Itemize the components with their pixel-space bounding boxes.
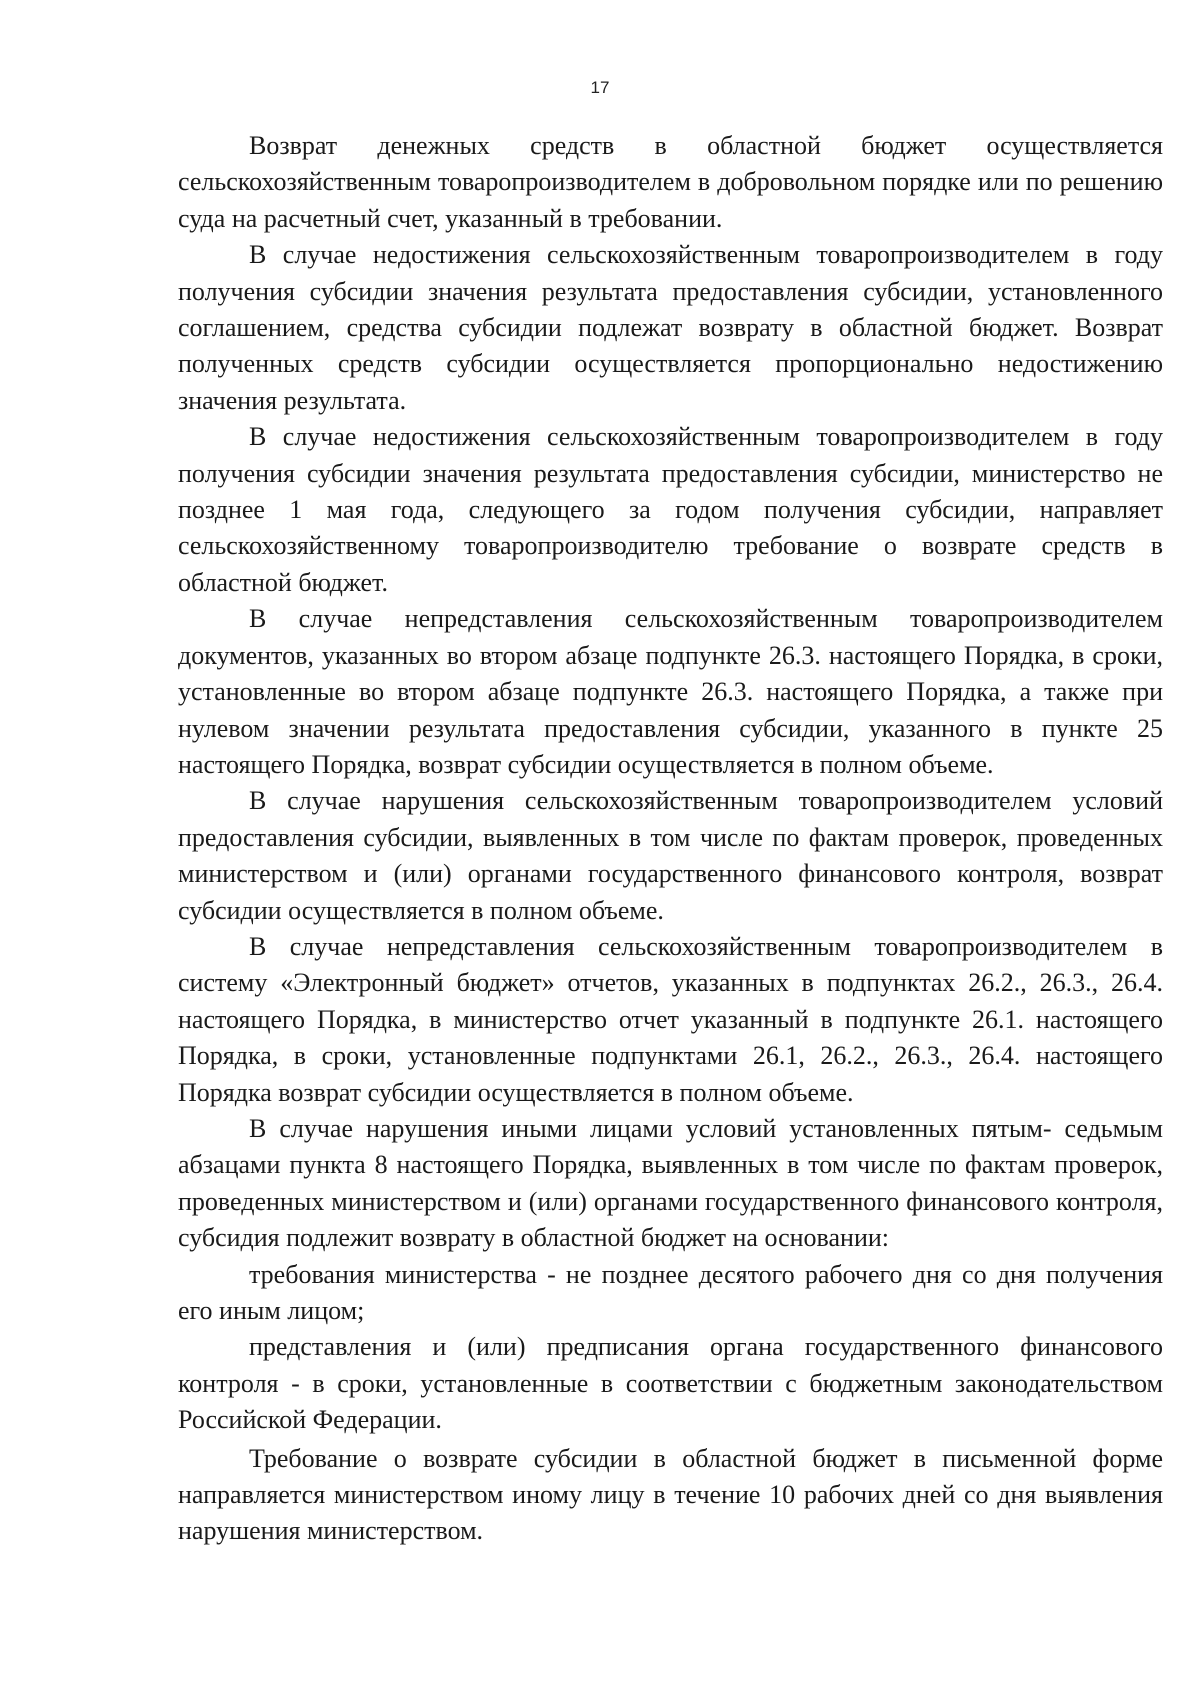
paragraph-result-not-achieved-refund: В случае недостижения сельскохозяйственным товаропроизводителем в году получения субсидии значения результата предоставления субсидии, установленного соглашением, средства субсидии подлежат возврату в областной бюджет. Возврат полученных средств субсидии осуществляется пропорционально недостижению значения результата. <box>178 240 1163 415</box>
paragraph-ministry-demand: В случае недостижения сельскохозяйственным товаропроизводителем в году получения субсидии значения результата предоставления субсидии, министерство не позднее 1 мая года, следующего за годом получения субсидии, направляет сельскохозяйственному товаропроизводителю требование о возврате средств в областной бюджет. <box>178 422 1163 597</box>
document-body <box>178 128 1163 1550</box>
paragraph-refund-procedure: Возврат денежных средств в областной бюджет осуществляется сельскохозяйственным товаропроизводителем в добровольном порядке или по решению суда на расчетный счет, указанный в требовании. <box>178 131 1163 233</box>
paragraph-control-body-order: представления и (или) предписания органа государственного финансового контроля - в сроки, установленные в соответствии с бюджетным законодательством Российской Федерации. <box>178 1332 1163 1435</box>
page-number: 17 <box>590 78 610 97</box>
paragraph-other-persons-violation: В случае нарушения иными лицами условий установленных пятым- седьмым абзацами пункта 8 настоящего Порядка, выявленных в том числе по фактам проверок, проведенных министерством и (или) органами государственного финансового контроля, субсидия подлежит возврату в областной бюджет на основании: <box>178 1113 1163 1253</box>
paragraph-ministry-requirement-term: требования министерства - не позднее десятого рабочего дня со дня получения его иным лицом; <box>178 1259 1163 1325</box>
paragraph-reports-not-submitted: В случае непредставления сельскохозяйственным товаропроизводителем в систему «Электронный бюджет» отчетов, указанных в подпунктах 26.2., 26.3., 26.4. настоящего Порядка, в министерство отчет указанный в подпункте 26.1. настоящего Порядка, в сроки, установленные подпунктами 26.1, 26.2., 26.3., 26.4. настоящего Порядка возврат субсидии осуществляется в полном объеме. <box>178 931 1163 1107</box>
paragraph-written-demand: Требование о возврате субсидии в областной бюджет в письменной форме направляется министерством иному лицу в течение 10 рабочих дней со дня выявления нарушения министерством. <box>178 1443 1163 1546</box>
paragraph-conditions-violation: В случае нарушения сельскохозяйственным товаропроизводителем условий предоставления субсидии, выявленных в том числе по фактам проверок, проведенных министерством и (или) органами государственного финансового контроля, возврат субсидии осуществляется в полном объеме. <box>178 786 1163 925</box>
paragraph-documents-not-submitted: В случае непредставления сельскохозяйственным товаропроизводителем документов, указанных во втором абзаце подпункте 26.3. настоящего Порядка, в сроки, установленные во втором абзаце подпункте 26.3. настоящего Порядка, а также при нулевом значении результата предоставления субсидии, указанного в пункте 25 настоящего Порядка, возврат субсидии осуществляется в полном объеме. <box>178 604 1163 779</box>
